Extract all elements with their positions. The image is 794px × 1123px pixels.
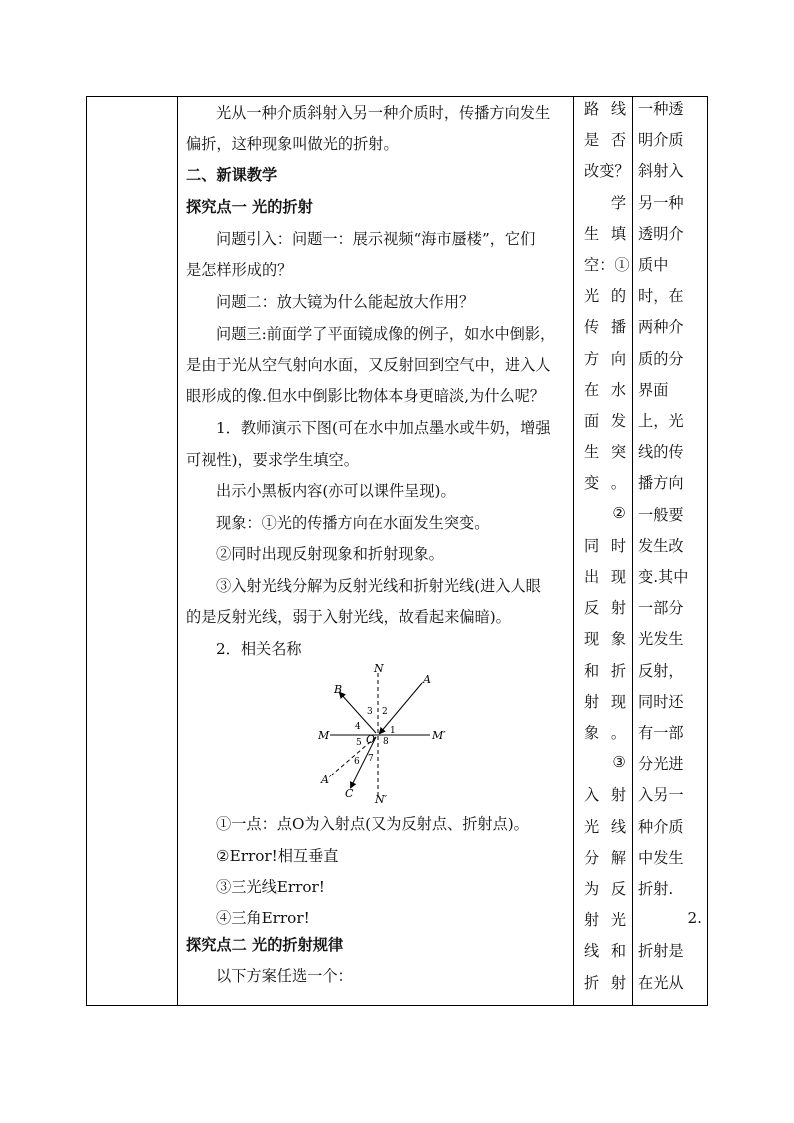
angle-8: 8 (383, 737, 389, 747)
text-line: ④三角Error! (216, 909, 310, 927)
design-intent-line: 同时还 (638, 692, 684, 711)
design-intent-line: 中发生 (638, 848, 684, 867)
student-activity-line: 现象 (584, 630, 626, 649)
text-line: ②Error!相互垂直 (216, 847, 339, 865)
design-intent-line: 光发生 (638, 630, 684, 649)
design-intent-line: 一种透 (638, 100, 684, 118)
text-line: 以下方案任选一个： (216, 967, 353, 985)
student-activity-line: 学 (610, 193, 626, 212)
subsection-heading: 探究点二 光的折射规律 (186, 936, 344, 954)
text-line: 偏折，这种现象叫做光的折射。 (186, 135, 399, 153)
design-intent-line: 播方向 (638, 474, 684, 493)
student-activity-line: 分解 (584, 848, 626, 867)
design-intent-line: 上，光 (638, 412, 684, 430)
angle-6: 6 (354, 757, 360, 767)
angle-7: 7 (368, 754, 374, 764)
text-line: 光从一种介质斜射入另一种介质时，传播方向发生 (216, 104, 551, 122)
student-activity-line: 折射 (584, 973, 626, 992)
text-line: ①一点：点O为入射点(又为反射点、折射点)。 (216, 815, 529, 833)
student-activity-line: 射光 (584, 911, 626, 930)
refraction-diagram (318, 663, 458, 803)
section-heading: 二、新课教学 (186, 166, 278, 184)
label-b: B (334, 683, 343, 696)
angle-5: 5 (356, 738, 362, 748)
student-activity-line: 生突 (584, 443, 626, 462)
text-line: 问题三:前面学了平面镜成像的例子，如水中倒影， (216, 325, 556, 343)
design-intent-line: 斜射入 (638, 162, 684, 181)
text-line: 眼形成的像.但水中倒影比物体本身更暗淡,为什么呢？ (186, 387, 545, 405)
student-activity-line: 变。 (584, 474, 626, 493)
text-line: 问题二：放大镜为什么能起放大作用？ (216, 293, 475, 311)
student-activity-line: 传播 (584, 318, 626, 337)
design-intent-line: 折射. (638, 880, 674, 898)
student-activity-line: 改变？ (584, 162, 630, 181)
label-a: A (423, 673, 431, 686)
design-intent-line: 一般要 (638, 505, 684, 524)
label-m-prime: M′ (432, 729, 446, 742)
text-line: 的是反射光线，弱于入射光线，故看起来偏暗)。 (186, 608, 511, 626)
angle-2: 2 (382, 707, 388, 717)
design-intent-line: 质中 (638, 256, 669, 274)
angle-3: 3 (367, 707, 373, 717)
design-intent-line: 明介质 (638, 131, 684, 150)
text-line: 出示小黑板内容(亦可以课件呈现)。 (216, 482, 456, 500)
student-activity-line: 光线 (584, 817, 626, 836)
design-intent-line: 有一部 (638, 724, 684, 742)
label-o: O (366, 733, 376, 746)
student-activity-line: 光的 (584, 287, 626, 306)
design-intent-line: 界面 (638, 380, 669, 399)
design-intent-line: 反射， (638, 661, 684, 680)
student-activity-line: 反射 (584, 599, 626, 618)
design-intent-line: 折射是 (638, 942, 684, 961)
student-activity-line: 出现 (584, 568, 626, 586)
design-intent-line: 两种介 (638, 318, 684, 337)
student-activity-line: 同时 (584, 536, 626, 555)
column-divider (573, 97, 574, 1005)
design-intent-line: 分光进 (638, 755, 684, 774)
student-activity-line: 路线 (584, 100, 626, 118)
student-activity-line: 为反 (584, 880, 626, 898)
student-activity-column (579, 97, 631, 1005)
column-divider (632, 97, 633, 1005)
design-intent-line: 一部分 (638, 599, 684, 618)
design-intent-line: 2. (687, 909, 702, 928)
text-line: 现象：①光的传播方向在水面发生突变。 (216, 514, 490, 532)
text-line: ③三光线Error! (216, 878, 325, 896)
design-intent-line: 质的分 (638, 349, 684, 368)
student-activity-line: 空：① (584, 256, 630, 274)
label-n-prime: N′ (375, 793, 388, 803)
label-c: C (345, 787, 354, 800)
label-n: N (374, 663, 384, 675)
student-activity-line: 在水 (584, 380, 626, 399)
design-intent-line: 时，在 (638, 287, 684, 306)
angle-1: 1 (390, 726, 396, 736)
student-activity-line: 象。 (584, 724, 626, 742)
text-line: 可视性)，要求学生填空。 (186, 451, 359, 469)
design-intent-line: 种介质 (638, 817, 684, 836)
angle-4: 4 (355, 722, 361, 732)
text-line: 2．相关名称 (216, 640, 302, 658)
student-activity-line: 是否 (584, 131, 626, 150)
design-intent-line: 透明介 (638, 224, 684, 243)
design-intent-line: 在光从 (638, 973, 684, 992)
lesson-table (86, 96, 708, 1006)
design-intent-line: 线的传 (638, 443, 684, 462)
student-activity-line: 和折 (584, 661, 626, 680)
text-line: 是由于光从空气射向水面，又反射回到空气中，进入人 (186, 356, 551, 374)
teaching-content-column (178, 97, 573, 1005)
student-activity-line: 线和 (584, 942, 626, 961)
student-activity-line: 射现 (584, 692, 626, 711)
student-activity-line: 入射 (584, 786, 626, 805)
text-line: 1．教师演示下图(可在水中加点墨水或牛奶，增强 (216, 419, 551, 437)
subsection-heading: 探究点一 光的折射 (186, 198, 313, 216)
student-activity-line: ② (612, 503, 626, 522)
design-intent-column (634, 97, 706, 1005)
text-line: ②同时出现反射现象和折射现象。 (216, 545, 444, 563)
label-a-prime: A′ (321, 773, 332, 786)
text-line: ③入射光线分解为反射光线和折射光线(进入人眼 (216, 577, 541, 595)
student-activity-line: 方向 (584, 349, 626, 368)
text-line: 问题引入：问题一：展示视频“海市蜃楼”，它们 (216, 230, 536, 248)
design-intent-line: 发生改 (638, 536, 684, 555)
design-intent-line: 变.其中 (638, 568, 689, 586)
design-intent-line: 入另一 (638, 786, 684, 805)
student-activity-line: ③ (612, 753, 626, 772)
student-activity-line: 生填 (584, 224, 626, 243)
text-line: 是怎样形成的？ (186, 261, 293, 279)
student-activity-line: 面发 (584, 412, 626, 430)
label-m: M (318, 729, 330, 742)
design-intent-line: 另一种 (638, 193, 684, 212)
